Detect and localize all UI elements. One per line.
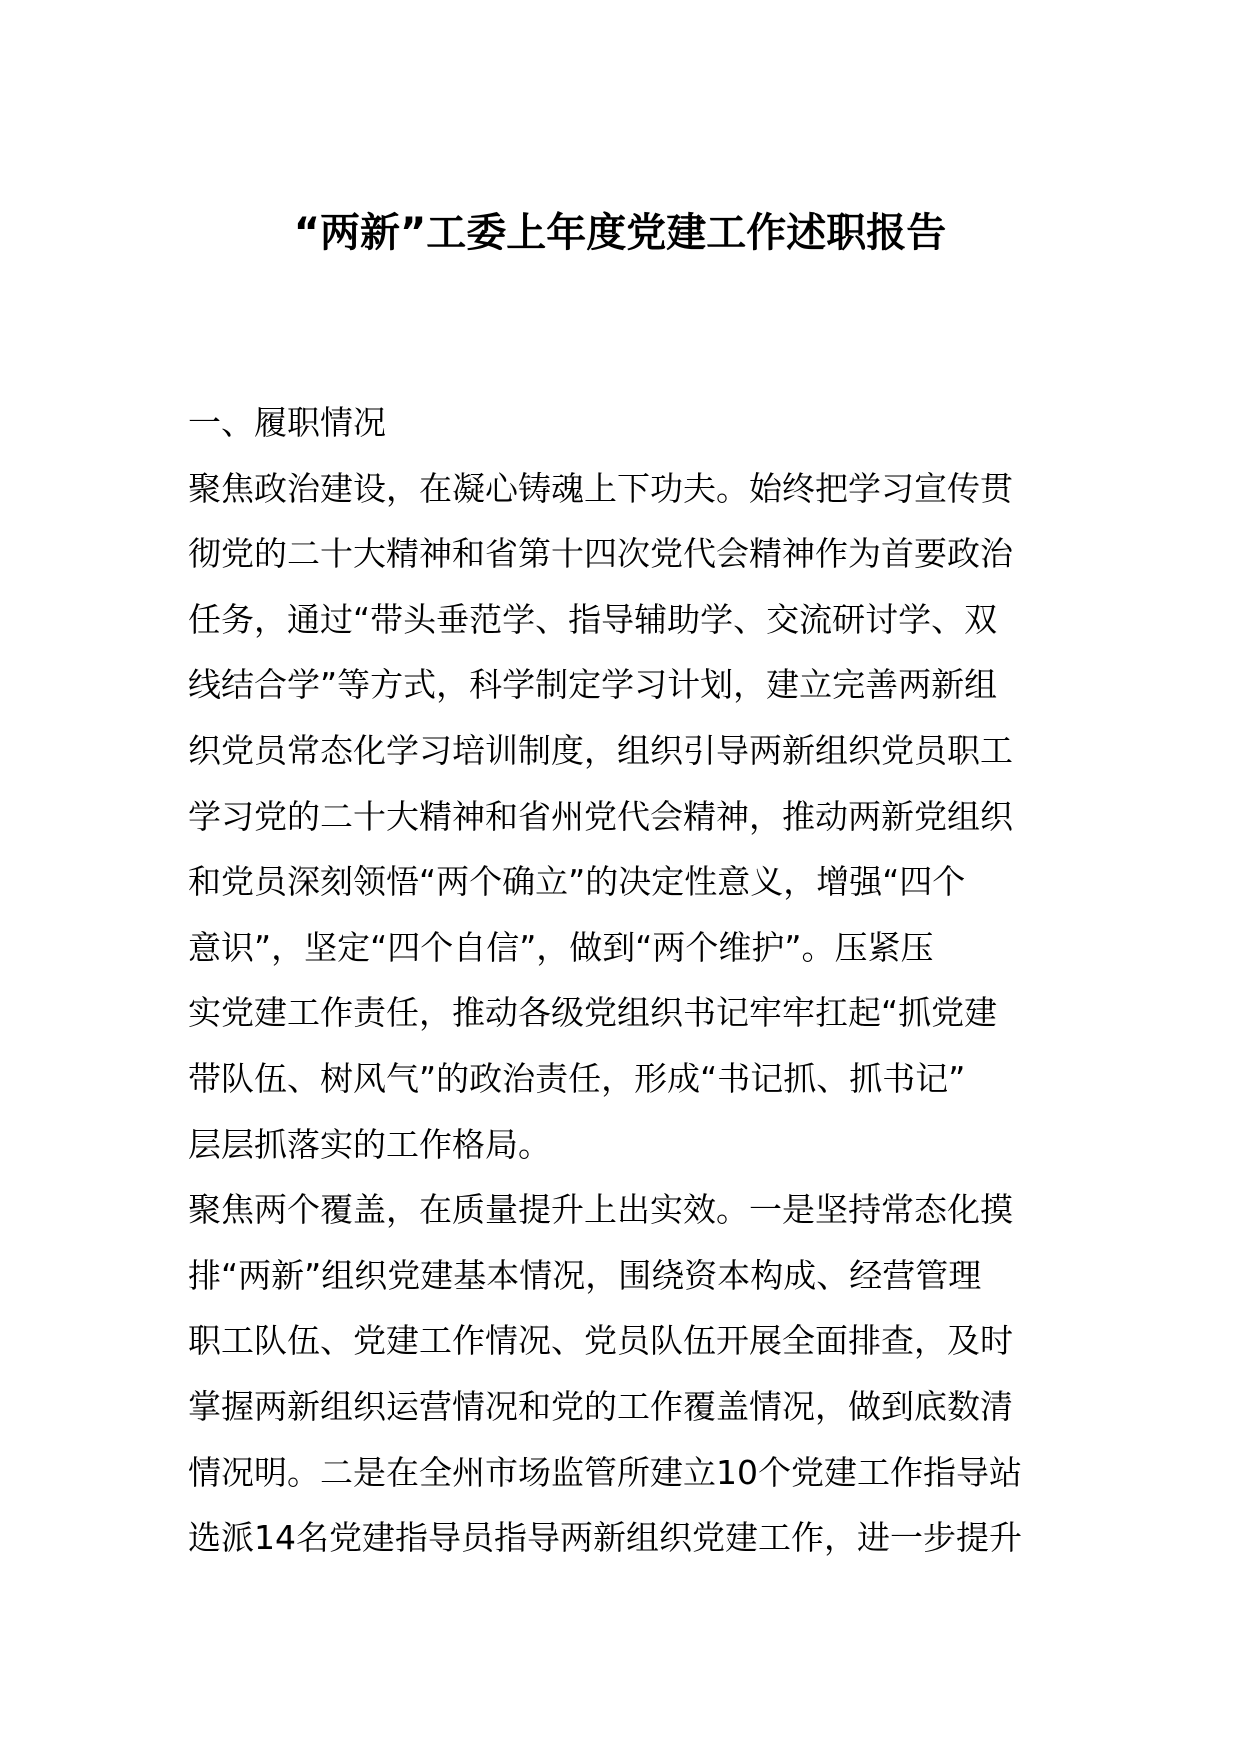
body-line: 学习党的二十大精神和省州党代会精神，推动两新党组织 (188, 796, 1013, 836)
body-line: 情况明。二是在全州市场监管所建立10个党建工作指导站 (188, 1452, 1022, 1492)
body-line: 排“两新”组织党建基本情况，围绕资本构成、经营管理 (188, 1255, 982, 1295)
body-line: 线结合学”等方式，科学制定学习计划，建立完善两新组 (188, 665, 998, 705)
document-title: “两新”工委上年度党建工作述职报告 (293, 210, 947, 256)
body-line: 职工队伍、党建工作情况、党员队伍开展全面排查，及时 (188, 1321, 1013, 1361)
section-heading: 一、履职情况 (188, 403, 386, 442)
body-line: 和党员深刻领悟“两个确立”的决定性意义，增强“四个 (188, 862, 966, 902)
body-line: 聚焦两个覆盖，在质量提升上出实效。一是坚持常态化摸 (188, 1190, 1013, 1230)
body-line: 掌握两新组织运营情况和党的工作覆盖情况，做到底数清 (188, 1386, 1013, 1426)
document-body (188, 390, 1063, 1571)
body-line: 带队伍、树风气”的政治责任，形成“书记抓、抓书记” (188, 1058, 966, 1098)
body-line: 聚焦政治建设，在凝心铸魂上下功夫。始终把学习宣传贯 (188, 468, 1013, 508)
body-line: 任务，通过“带头垂范学、指导辅助学、交流研讨学、双 (188, 599, 998, 639)
body-line: 意识”，坚定“四个自信”，做到“两个维护”。压紧压 (188, 927, 934, 967)
body-line: 织党员常态化学习培训制度，组织引导两新组织党员职工 (188, 730, 1013, 770)
body-line: 选派14名党建指导员指导两新组织党建工作，进一步提升 (188, 1518, 1022, 1558)
body-line: 层层抓落实的工作格局。 (188, 1124, 551, 1164)
body-line: 实党建工作责任，推动各级党组织书记牢牢扛起“抓党建 (188, 993, 998, 1033)
body-line: 彻党的二十大精神和省第十四次党代会精神作为首要政治 (188, 534, 1013, 574)
